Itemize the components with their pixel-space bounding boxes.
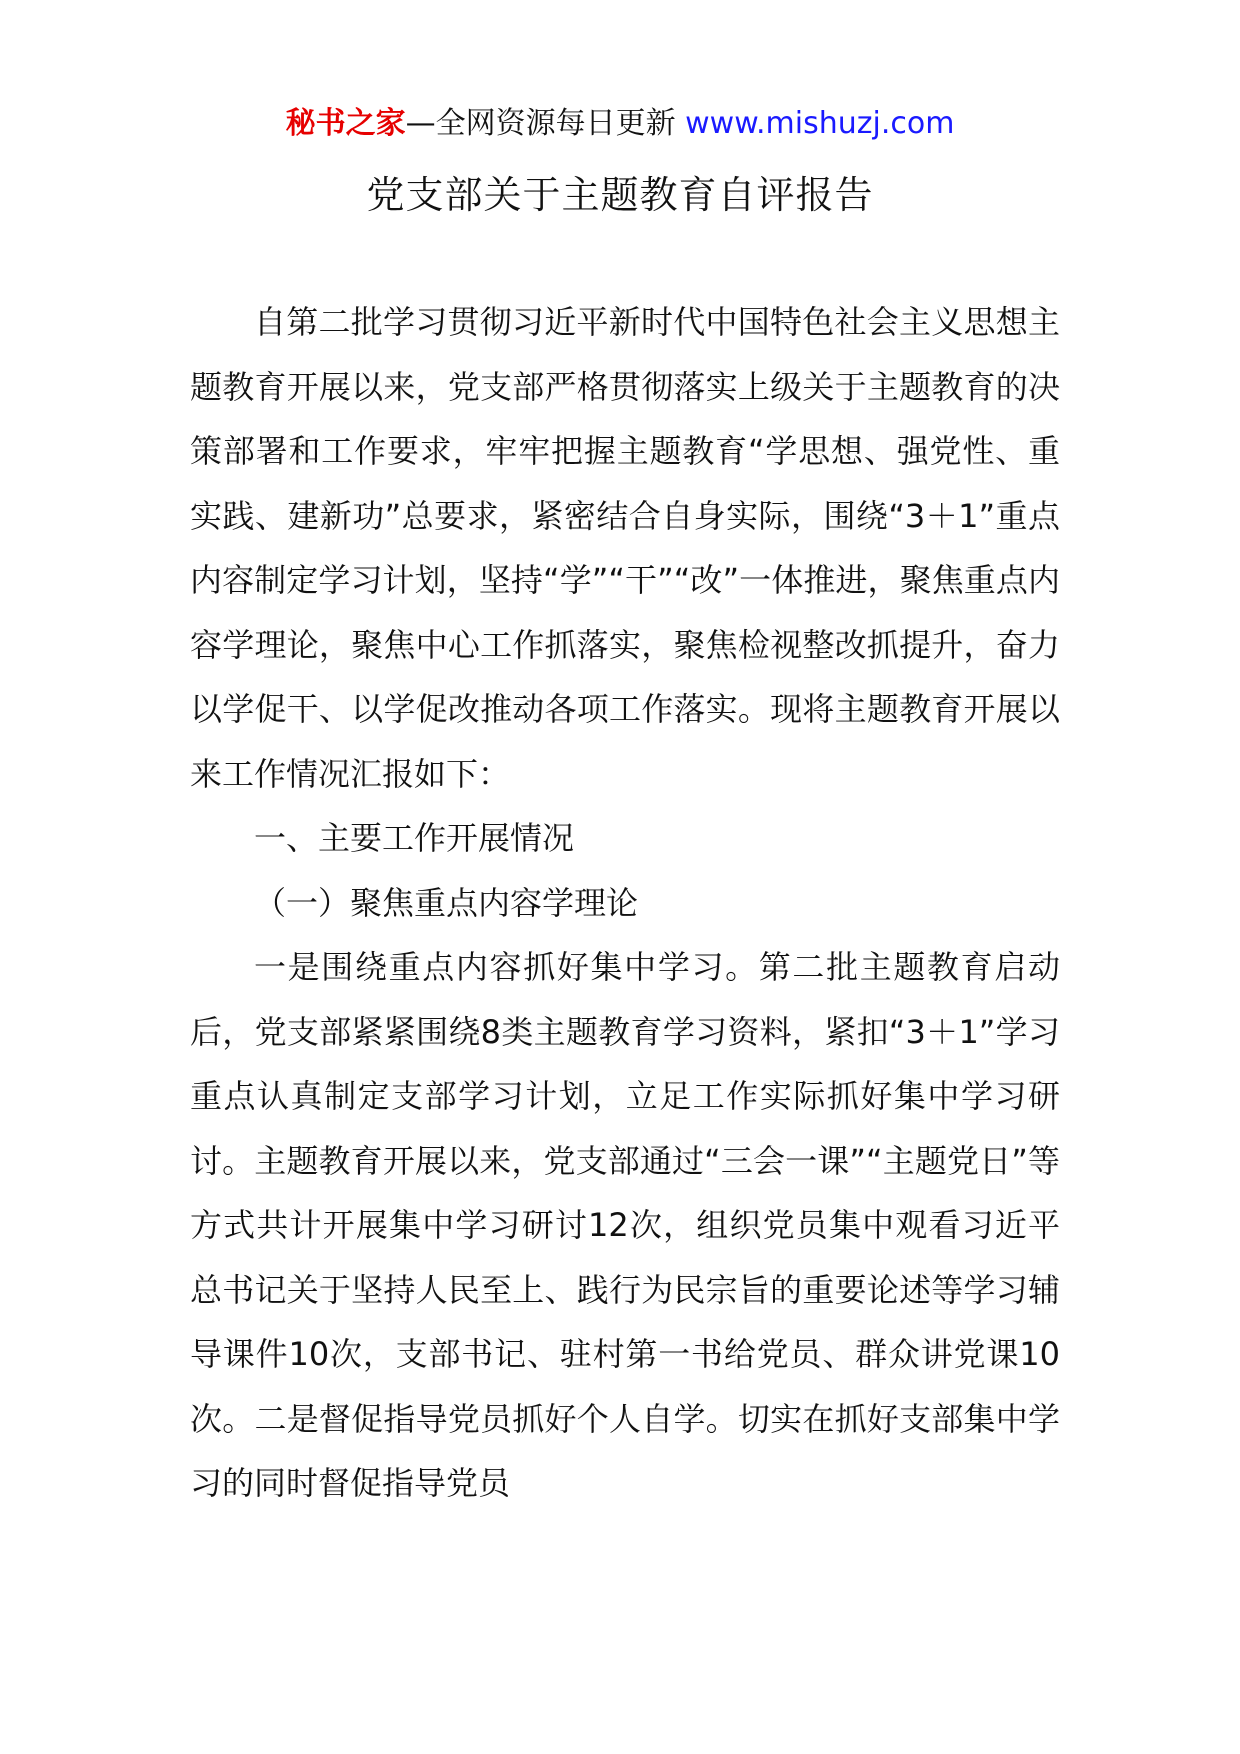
body-paragraph: 一是围绕重点内容抓好集中学习。第二批主题教育启动后，党支部紧紧围绕8类主题教育学习资料，紧扣“3＋1”学习重点认真制定支部学习计划，立足工作实际抓好集中学习研讨。主题教育开展以来，党支部通过“三会一课”“主题党日”等方式共计开展集中学习研讨12次，组织党员集中观看习近平总书记关于坚持人民至上、践行为民宗旨的重要论述等学习辅导课件10次，支部书记、驻村第一书给党员、群众讲党课10次。二是督促指导党员抓好个人自学。切实在抓好支部集中学习的同时督促指导党员 <box>190 948 1060 1502</box>
subsection-heading: （一）聚焦重点内容学理论 <box>254 883 639 922</box>
site-name: 秘书之家 <box>285 106 406 141</box>
site-url-link[interactable]: www.mishuzj.com <box>685 106 955 141</box>
document-body <box>190 290 1060 1516</box>
section-heading: 一、主要工作开展情况 <box>254 819 575 857</box>
site-header <box>0 104 1240 144</box>
document-title: 党支部关于主题教育自评报告 <box>366 173 874 217</box>
site-tagline: —全网资源每日更新 <box>405 106 686 141</box>
intro-paragraph: 自第二批学习贯彻习近平新时代中国特色社会主义思想主题教育开展以来，党支部严格贯彻落实上级关于主题教育的决策部署和工作要求，牢牢把握主题教育“学思想、强党性、重实践、建新功”总要求，紧密结合自身实际，围绕“3＋1”重点内容制定学习计划，坚持“学”“干”“改”一体推进，聚焦重点内容学理论，聚焦中心工作抓落实，聚焦检视整改抓提升，奋力以学促干、以学促改推动各项工作落实。现将主题教育开展以来工作情况汇报如下： <box>190 303 1060 793</box>
